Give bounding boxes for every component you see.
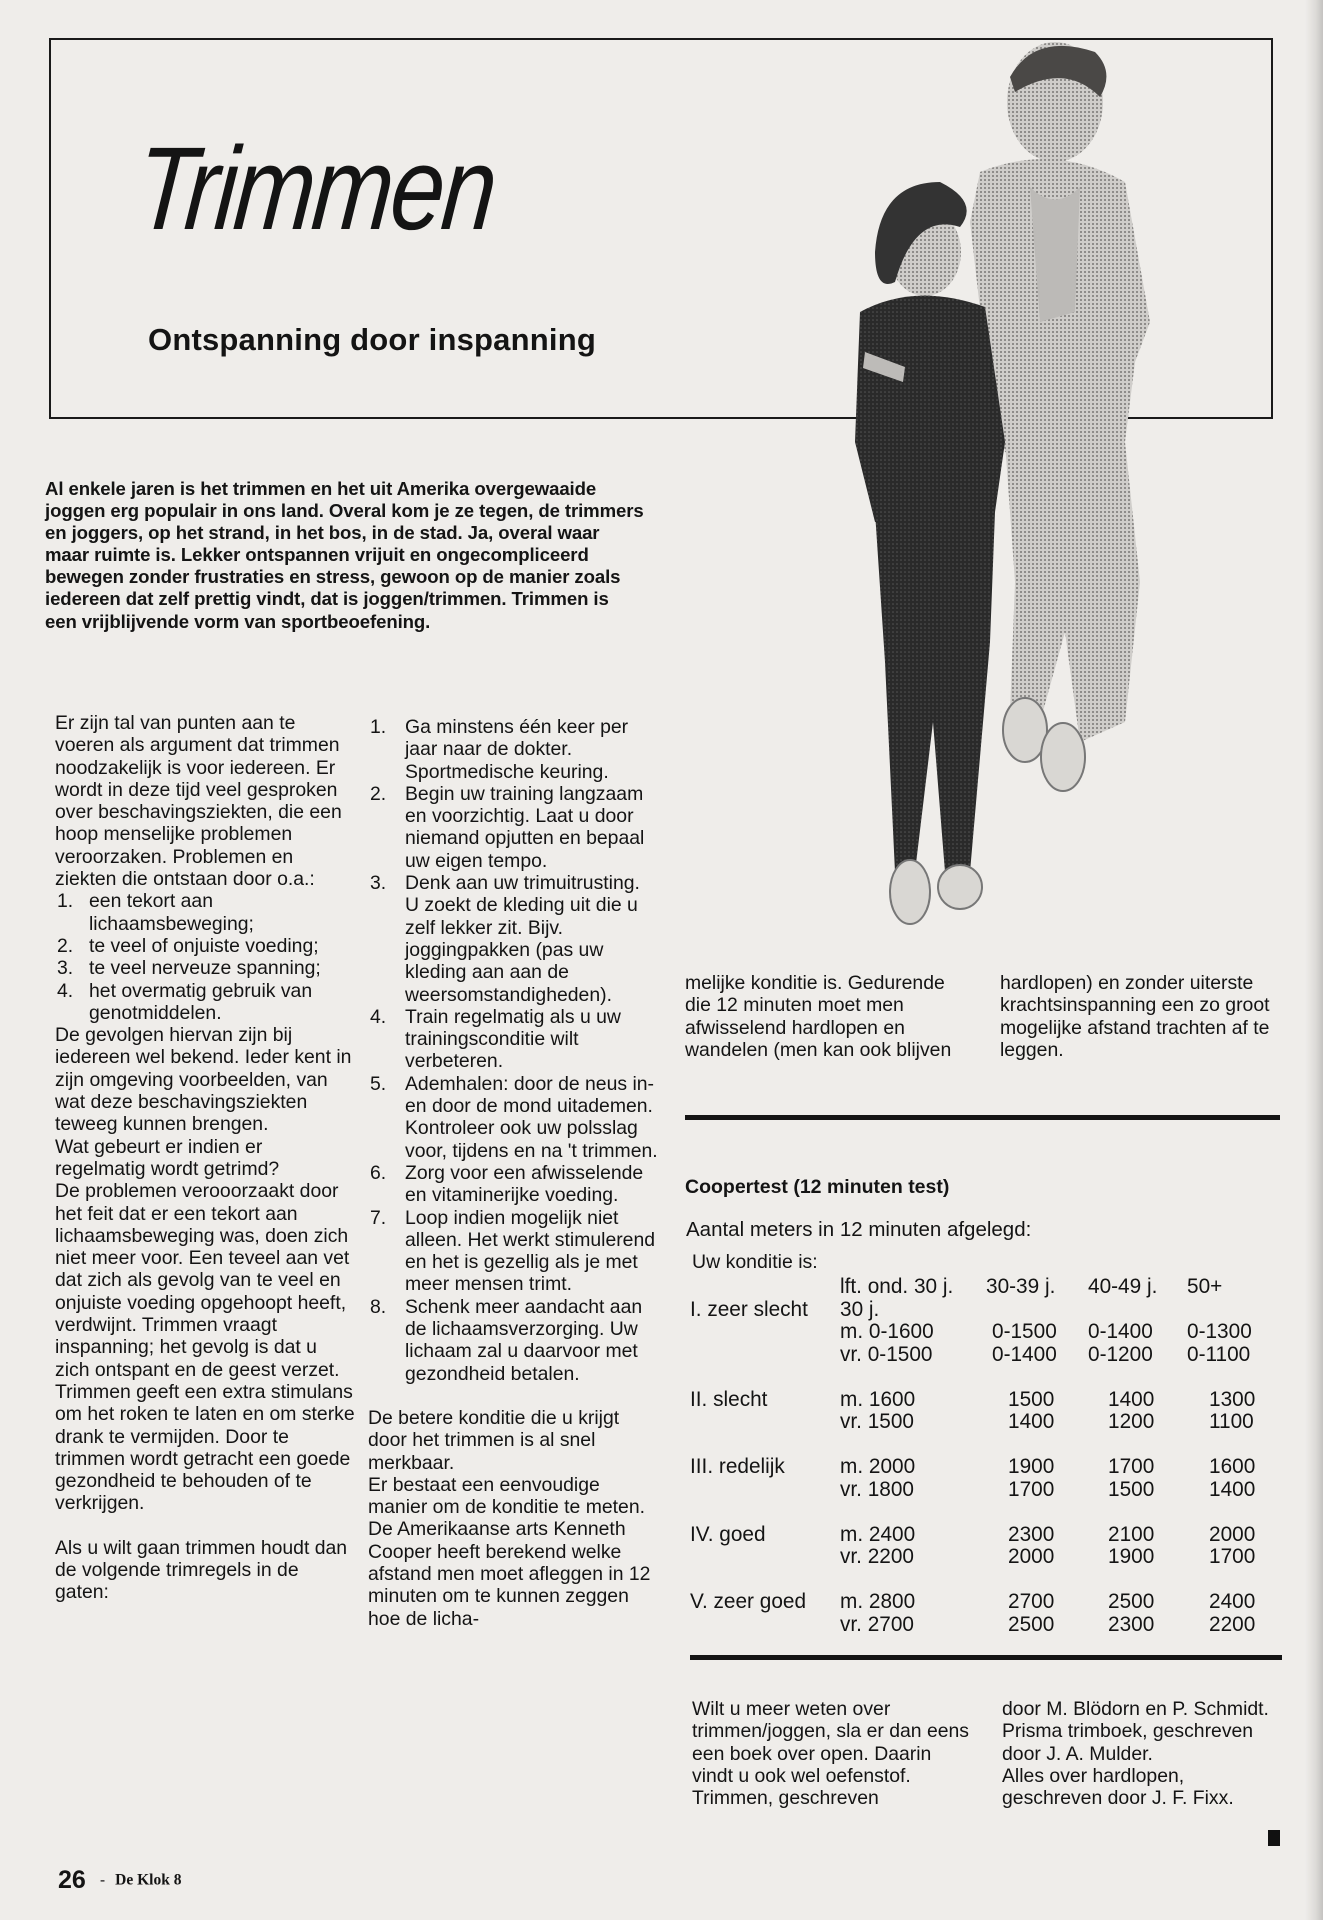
- cell: vr. 1500: [840, 1410, 914, 1433]
- rule-item: [368, 1207, 658, 1296]
- cell: 1500: [1108, 1477, 1155, 1501]
- rule-text: Schenk meer aandacht aan de lichaamsverzorging. Uw lichaam zal u daarvoor met gezondheid betalen.: [405, 1295, 643, 1385]
- rule-item: [368, 1006, 658, 1073]
- cell: 2100: [1108, 1522, 1155, 1546]
- page-edge-shadow: [1305, 0, 1323, 1920]
- col1-para-3: Wat gebeurt er indien er regelmatig wordt getrimd?: [55, 1135, 280, 1180]
- rule-number: 6.: [370, 1161, 387, 1184]
- cell: 1300: [1209, 1387, 1256, 1411]
- rule-text: Ademhalen: door de neus in- en door de mond uitademen. Kontroleer ook uw polsslag voor, tijdens en na 't trimmen.: [405, 1072, 658, 1162]
- page-footer: [58, 1866, 181, 1895]
- book-1-authors: door M. Blödorn en P. Schmidt.: [1002, 1698, 1269, 1720]
- rule-text: Loop indien mogelijk niet alleen. Het werkt stimulerend en het is gezellig als je met meer mensen trimt.: [405, 1206, 656, 1296]
- cause-text: te veel nerveuze spanning;: [89, 957, 321, 980]
- rule-number: 5.: [370, 1072, 387, 1095]
- cause-number: 3.: [57, 957, 74, 980]
- cause-text: een tekort aan lichaamsbeweging;: [89, 890, 254, 935]
- column-header: 50+: [1187, 1275, 1223, 1298]
- books-left: Wilt u meer weten over trimmen/joggen, sla er dan eens een boek over open. Daarin vindt u ook wel oefenstof. Trimmen, geschreven: [692, 1698, 970, 1810]
- divider-rule: [685, 1115, 1280, 1120]
- joggers-photo: [795, 22, 1215, 937]
- cell: 1900: [1108, 1545, 1155, 1568]
- magazine-name: De Klok 8: [115, 1871, 182, 1889]
- books-right: [1002, 1698, 1282, 1809]
- cell: vr. 2200: [840, 1545, 914, 1568]
- cell: m. 2400: [840, 1522, 916, 1546]
- cell: 1400: [1108, 1387, 1155, 1411]
- cause-item: [55, 890, 355, 935]
- rule-text: Ga minstens één keer per jaar naar de dokter. Sportmedische keuring.: [405, 716, 629, 783]
- cooper-test-title: Coopertest (12 minuten test): [685, 1176, 950, 1198]
- cell: 0-1500: [992, 1320, 1057, 1343]
- column-header-cont: 30 j.: [840, 1297, 880, 1321]
- cooper-test-lead: Uw konditie is:: [692, 1251, 818, 1273]
- end-of-article-mark: [1268, 1830, 1280, 1846]
- cell: 1700: [1008, 1477, 1055, 1501]
- rule-text: Begin uw training langzaam en voorzichtig. Laat u door niemand opjutten en bepaal uw eigen tempo.: [405, 782, 645, 872]
- cause-item: [55, 980, 355, 1025]
- cell: 0-1200: [1088, 1342, 1153, 1366]
- rule-item: [368, 716, 658, 783]
- cell: vr. 1800: [840, 1477, 914, 1501]
- rule-number: 1.: [370, 716, 387, 738]
- col1-para-1: Er zijn tal van punten aan te voeren als argument dat trimmen noodzakelijk is voor iedereen. Er wordt in deze tijd veel gesproken over beschavingsziekten, die een hoop menselijke problemen veroorzaken. Problemen en ziekten die ontstaan door o.a.:: [55, 712, 342, 891]
- cause-text: het overmatig gebruik van genotmiddelen.: [89, 979, 313, 1024]
- article-subtitle: Ontspanning door inspanning: [148, 322, 596, 357]
- footer-separator: -: [99, 1871, 106, 1889]
- cell: vr. 0-1500: [840, 1342, 933, 1366]
- cell: 1900: [1008, 1455, 1055, 1478]
- rule-item: [368, 1073, 658, 1162]
- column-3-left: melijke konditie is. Gedurende die 12 minuten moet men afwisselend hardlopen en wandelen (men kan ook blijven: [685, 972, 952, 1061]
- rule-number: 3.: [370, 872, 387, 895]
- intro-paragraph: Al enkele jaren is het trimmen en het uit Amerika overgewaaide joggen erg populair in ons land. Overal kom je ze tegen, de trimmers en joggers, op het strand, in het bos, in de stad. Ja, overal waar maar ruimte is. Lekker ontspannen vrijuit en ongecompliceerd bewegen zonder frustraties en stress, gewoon op de manier zoals iedereen dat zelf prettig vindt, dat is joggen/trimmen. Trimmen is een vrijblijvende vorm van sportbeoefening.: [45, 478, 644, 632]
- condition-label: V. zeer goed: [690, 1590, 807, 1613]
- cell: 2500: [1108, 1590, 1155, 1613]
- cell: 1400: [1008, 1410, 1055, 1433]
- cell: 1600: [1209, 1455, 1256, 1478]
- col1-para-4: De problemen verooorzaakt door het feit dat er een tekort aan lichaamsbeweging was, doen zich niet meer voor. Een teveel aan vet dat zich als gevolg van te veel en onjuiste voeding opgehoopt heeft, verdwijnt. Trimmen vraagt inspanning; het gevolg is dat u zich ontspant en de geest verzet. Trimmen geeft een extra stimulans om het roken te laten en om sterke drank te vermijden. Door te trimmen wordt getracht een goede gezondheid te behouden of te verkrijgen.: [55, 1180, 355, 1515]
- condition-label: III. redelijk: [690, 1455, 785, 1478]
- cell: 2000: [1008, 1545, 1055, 1568]
- cell: 2300: [1008, 1522, 1055, 1546]
- cell: 1500: [1008, 1387, 1055, 1411]
- cause-text: te veel of onjuiste voeding;: [89, 934, 319, 957]
- book-2: Prisma trimboek, geschreven door J. A. Mulder.: [1002, 1720, 1254, 1765]
- cell: m. 2000: [840, 1455, 916, 1478]
- cell: 1700: [1209, 1545, 1256, 1568]
- cell: 0-1400: [1088, 1320, 1153, 1343]
- column-header: lft. ond. 30 j.: [840, 1275, 954, 1298]
- rule-item: [368, 1162, 658, 1207]
- cooper-test-subtitle: Aantal meters in 12 minuten afgelegd:: [686, 1218, 1032, 1241]
- cell: 2000: [1209, 1522, 1256, 1546]
- rule-text: Zorg voor een afwisselende en vitaminerijke voeding.: [405, 1161, 644, 1207]
- cell: 1100: [1209, 1410, 1254, 1433]
- cell: 0-1400: [992, 1342, 1057, 1366]
- cause-item: [55, 957, 355, 979]
- column-2: [368, 716, 658, 1630]
- rule-number: 4.: [370, 1005, 387, 1028]
- rule-text: Train regelmatig als u uw trainingsconditie wilt verbeteren.: [405, 1005, 621, 1073]
- divider-rule: [690, 1655, 1282, 1660]
- cell: 1400: [1209, 1477, 1256, 1501]
- rule-number: 2.: [370, 782, 387, 805]
- page-number: 26: [58, 1866, 86, 1894]
- col1-para-2: De gevolgen hiervan zijn bij iedereen wel bekend. Ieder kent in zijn omgeving voorbeelden, van wat deze beschavingsziekten teweeg kunnen brengen.: [55, 1024, 352, 1136]
- cause-number: 2.: [57, 934, 74, 957]
- cell: vr. 2700: [840, 1612, 914, 1636]
- cell: 0-1300: [1187, 1320, 1252, 1343]
- condition-label: IV. goed: [690, 1522, 766, 1546]
- condition-label: I. zeer slecht: [690, 1297, 808, 1321]
- column-header: 40-49 j.: [1088, 1275, 1158, 1298]
- rule-item: [368, 783, 658, 872]
- column-header: 30-39 j.: [986, 1275, 1056, 1298]
- cell: m. 2800: [840, 1590, 916, 1613]
- cell: m. 0-1600: [840, 1320, 934, 1343]
- col2-para-2: Er bestaat een eenvoudige manier om de konditie te meten. De Amerikaanse arts Kenneth Cooper heeft berekend welke afstand men moet afleggen in 12 minuten om te kunnen zeggen hoe de licha-: [368, 1473, 651, 1630]
- cell: 1200: [1108, 1410, 1155, 1433]
- cell: 0-1100: [1187, 1342, 1251, 1366]
- cell: 2200: [1209, 1612, 1256, 1636]
- cell: 1700: [1108, 1455, 1155, 1478]
- book-3: Alles over hardlopen, geschreven door J. F. Fixx.: [1002, 1764, 1234, 1810]
- rule-number: 8.: [370, 1295, 387, 1318]
- cause-number: 1.: [57, 890, 74, 913]
- trim-rules-list: [368, 716, 658, 1385]
- col1-para-5: Als u wilt gaan trimmen houdt dan de volgende trimregels in de gaten:: [55, 1536, 348, 1604]
- cell: 2500: [1008, 1612, 1055, 1636]
- cell: 2300: [1108, 1612, 1155, 1636]
- cell: 2700: [1008, 1590, 1055, 1613]
- column-3-right: hardlopen) en zonder uiterste krachtsinspanning een zo groot mogelijke afstand trachten af te leggen.: [1000, 972, 1270, 1061]
- rule-item: [368, 872, 658, 1006]
- cause-number: 4.: [57, 979, 74, 1002]
- column-1: [55, 712, 355, 1604]
- rule-text: Denk aan uw trimuitrusting. U zoekt de kleding uit die u zelf lekker zit. Bijv. joggingpakken (pas uw kleding aan aan de weersomstandigheden).: [405, 872, 640, 1006]
- article-title: Trimmen: [131, 123, 500, 255]
- cause-item: [55, 935, 355, 957]
- rule-number: 7.: [370, 1206, 387, 1229]
- cell: m. 1600: [840, 1387, 916, 1411]
- rule-item: [368, 1296, 658, 1385]
- col2-para-1: De betere konditie die u krijgt door het trimmen is al snel merkbaar.: [368, 1406, 620, 1474]
- condition-label: II. slecht: [690, 1387, 768, 1411]
- causes-list: [55, 890, 355, 1024]
- cell: 2400: [1209, 1590, 1256, 1613]
